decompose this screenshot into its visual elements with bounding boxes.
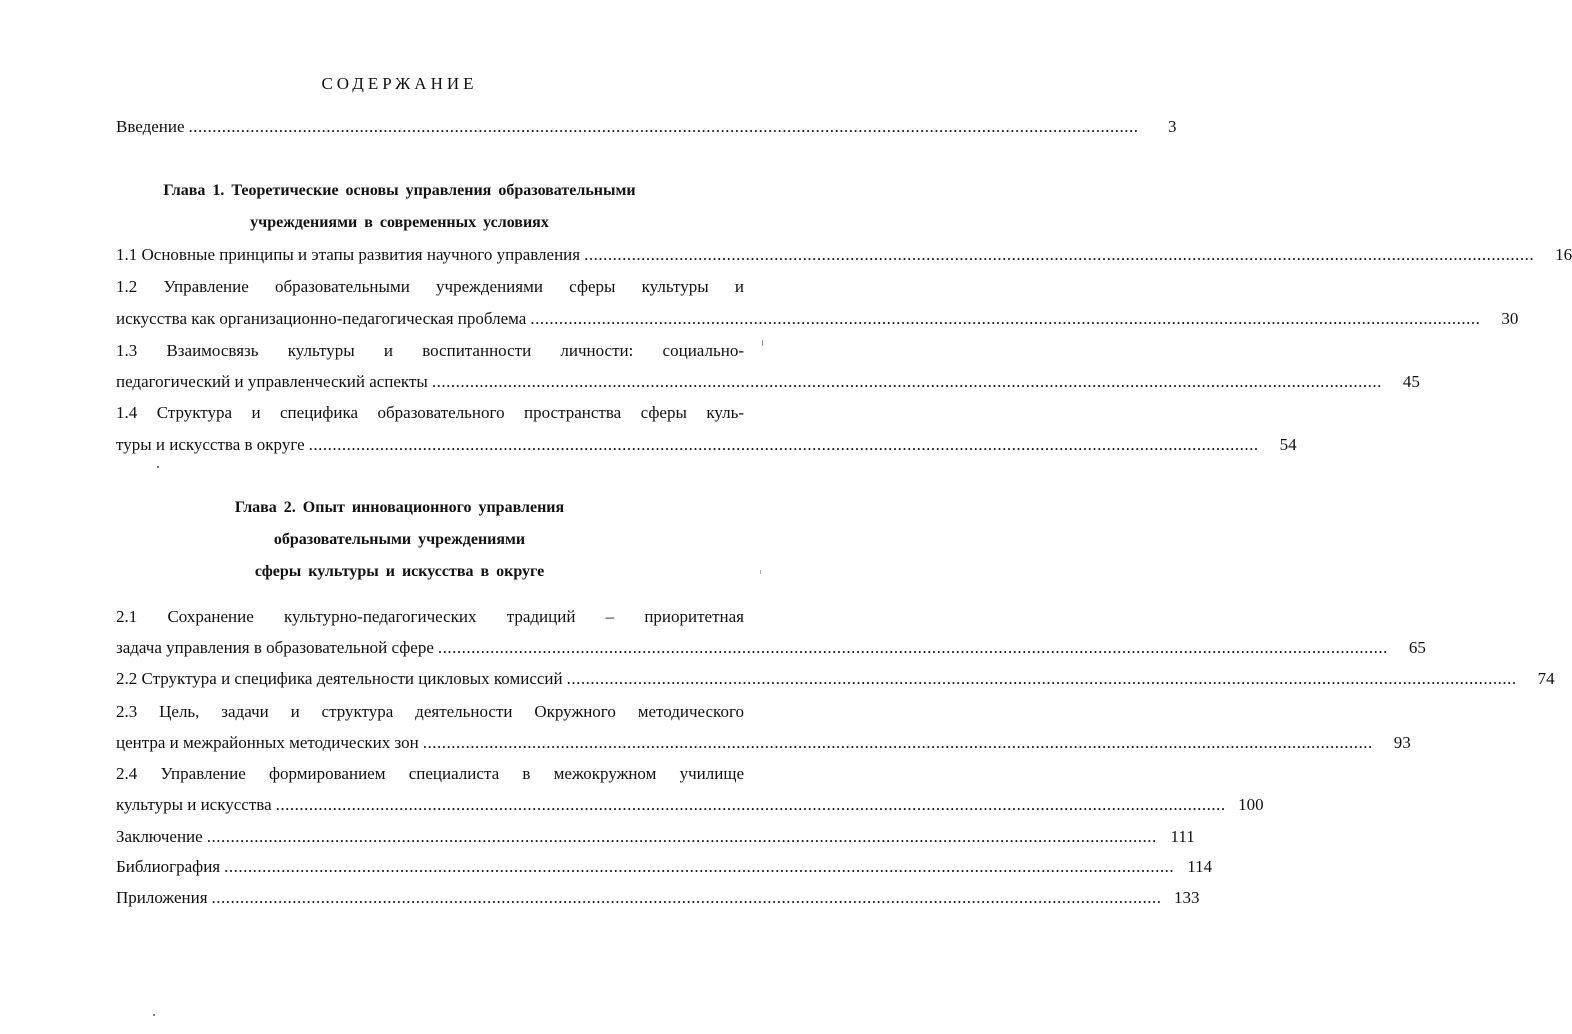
chapter-2-heading-line-1: Глава 2. Опыт инновационного управления <box>234 499 565 516</box>
toc-entry-2-4-line-1 <box>116 759 744 789</box>
toc-entry-text: туры и искусства в округе <box>116 435 305 454</box>
toc-entry-text: Приложения <box>116 888 208 907</box>
leader-dots: ........................................................................................................................................................................................................ <box>206 827 1157 846</box>
leader-dots: ........................................................................................................................................................................................................ <box>211 888 1162 907</box>
leader-dots: ........................................................................................................................................................................................................ <box>584 245 1535 264</box>
toc-page-number: 100 <box>1238 795 1264 814</box>
leader-dots: ........................................................................................................................................................................................................ <box>530 309 1481 328</box>
toc-entry-1-2-line-1 <box>116 272 744 302</box>
toc-page-number: 30 <box>1501 309 1519 328</box>
page-title: СОДЕРЖАНИЕ <box>321 74 478 93</box>
toc-entry-2-2 <box>116 664 1555 694</box>
toc-page-number: 54 <box>1279 435 1297 454</box>
chapter-1-heading-line-1: Глава 1. Теоретические основы управления образовательными <box>163 182 636 199</box>
toc-entry-text: задача управления в образовательной сфере <box>116 638 434 657</box>
toc-entry-appendices <box>116 883 1200 913</box>
leader-dots: ........................................................................................................................................................................................................ <box>566 669 1517 688</box>
toc-page-number: 114 <box>1187 857 1213 876</box>
leader-dots: ........................................................................................................................................................................................................ <box>275 795 1226 814</box>
toc-entry-2-3-line-2 <box>116 728 1411 758</box>
toc-entry-1-3-line-2 <box>116 367 1420 397</box>
scan-speck <box>153 1014 155 1016</box>
leader-dots: ........................................................................................................................................................................................................ <box>308 435 1259 454</box>
toc-page-number: 111 <box>1170 827 1195 846</box>
toc-entry-1-4-line-1 <box>116 398 744 428</box>
toc-entry-text: Введение <box>116 117 185 136</box>
toc-entry-text: Заключение <box>116 827 203 846</box>
leader-dots: ........................................................................................................................................................................................................ <box>224 857 1175 876</box>
toc-page-number: 16 <box>1555 245 1572 264</box>
toc-entry-conclusion <box>116 822 1195 852</box>
toc-entry-bibliography <box>116 852 1213 882</box>
toc-entry-text: 2.3 Цель, задачи и структура деятельности Окружного методического <box>116 702 744 721</box>
toc-entry-text: искусства как организационно-педагогическая проблема <box>116 309 527 328</box>
toc-entry-text: 1.1 Основные принципы и этапы развития научного управления <box>116 245 581 264</box>
leader-dots: ........................................................................................................................................................................................................ <box>431 372 1382 391</box>
toc-entry-text: 1.2 Управление образовательными учреждениями сферы культуры и <box>116 277 744 296</box>
chapter-2-heading-line-2: образовательными учреждениями <box>273 531 526 548</box>
toc-entry-2-1-line-2 <box>116 633 1426 663</box>
toc-entry-1-3-line-1 <box>116 336 744 366</box>
leader-dots: ........................................................................................................................................................................................................ <box>188 117 1139 136</box>
toc-entry-1-2-line-2 <box>116 304 1519 334</box>
chapter-1-heading-line-2: учреждениями в современных условиях <box>250 214 549 231</box>
toc-entry-text: центра и межрайонных методических зон <box>116 733 419 752</box>
toc-page-number: 45 <box>1402 372 1420 391</box>
toc-page-number: 133 <box>1174 888 1200 907</box>
toc-entry-1-4-line-2 <box>116 430 1297 460</box>
toc-page-number: 74 <box>1537 669 1555 688</box>
toc-entry-text: 2.1 Сохранение культурно-педагогических традиций – приоритетная <box>116 607 744 626</box>
toc-entry-1-1 <box>116 240 1572 270</box>
scan-speck <box>762 340 763 346</box>
toc-entry-text: педагогический и управленческий аспекты <box>116 372 428 391</box>
toc-entry-text: 2.4 Управление формированием специалиста в межокружном училище <box>116 764 744 783</box>
leader-dots: ........................................................................................................................................................................................................ <box>422 733 1373 752</box>
toc-entry-intro <box>116 112 1177 142</box>
toc-entry-2-1-line-1 <box>116 602 744 632</box>
toc-entry-text: 2.2 Структура и специфика деятельности цикловых комиссий <box>116 669 563 688</box>
toc-entry-2-4-line-2 <box>116 790 1264 820</box>
scan-speck <box>157 466 159 468</box>
toc-entry-text: культуры и искусства <box>116 795 272 814</box>
toc-page-number: 93 <box>1393 733 1411 752</box>
toc-entry-text: 1.4 Структура и специфика образовательного пространства сферы куль- <box>116 403 744 422</box>
toc-page-number: 65 <box>1408 638 1426 657</box>
toc-entry-text: Библиография <box>116 857 221 876</box>
toc-entry-2-3-line-1 <box>116 697 744 727</box>
chapter-2-heading-line-3: сферы культуры и искусства в округе <box>254 563 545 580</box>
toc-entry-text: 1.3 Взаимосвязь культуры и воспитанности личности: социально- <box>116 341 744 360</box>
toc-page-number: 3 <box>1168 117 1177 136</box>
scan-speck <box>760 570 761 574</box>
leader-dots: ........................................................................................................................................................................................................ <box>437 638 1388 657</box>
